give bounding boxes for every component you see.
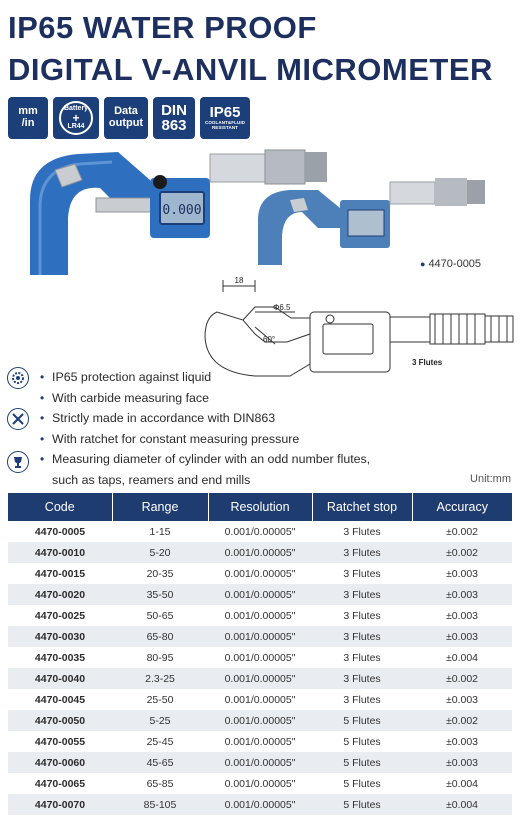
feature-item: • With carbide measuring face bbox=[40, 388, 420, 409]
cell-resolution: 0.001/0.00005" bbox=[208, 752, 312, 773]
battery-badge bbox=[53, 97, 99, 139]
cell-accuracy: ±0.002 bbox=[412, 521, 512, 542]
cell-ratchet: 5 Flutes bbox=[312, 752, 412, 773]
cell-range: 85-105 bbox=[112, 794, 208, 815]
spec-table bbox=[8, 493, 512, 815]
mm-in-badge-line1: mm bbox=[18, 105, 38, 118]
cell-ratchet: 5 Flutes bbox=[312, 794, 412, 815]
cell-accuracy: ±0.002 bbox=[412, 542, 512, 563]
cell-accuracy: ±0.003 bbox=[412, 584, 512, 605]
header-range: Range bbox=[112, 493, 208, 521]
cell-resolution: 0.001/0.00005" bbox=[208, 710, 312, 731]
cell-range: 35-50 bbox=[112, 584, 208, 605]
data-output-line2: output bbox=[108, 117, 144, 129]
cell-ratchet: 5 Flutes bbox=[312, 710, 412, 731]
table-row bbox=[8, 563, 512, 584]
cell-accuracy: ±0.002 bbox=[412, 668, 512, 689]
photo-model-code: 4470-0005 bbox=[428, 258, 482, 270]
technical-drawing bbox=[195, 272, 520, 377]
unit-label: Unit:mm bbox=[470, 473, 511, 485]
title-line-2: DIGITAL V-ANVIL MICROMETER bbox=[8, 52, 493, 87]
cell-accuracy: ±0.002 bbox=[412, 710, 512, 731]
cell-ratchet: 3 Flutes bbox=[312, 668, 412, 689]
header-accuracy: Accuracy bbox=[412, 493, 512, 521]
feature-badges bbox=[8, 97, 250, 139]
dim-diameter: Φ6.5 bbox=[273, 303, 291, 312]
table-row bbox=[8, 668, 512, 689]
table-row bbox=[8, 710, 512, 731]
table-row bbox=[8, 794, 512, 815]
svg-text:Dasqua: Dasqua bbox=[330, 253, 358, 262]
cell-code: 4470-0060 bbox=[8, 752, 112, 773]
cell-resolution: 0.001/0.00005" bbox=[208, 773, 312, 794]
table-row bbox=[8, 647, 512, 668]
din-badge-line2: 863 bbox=[161, 117, 187, 134]
feature-item: • With ratchet for constant measuring pressure bbox=[40, 429, 420, 450]
cell-range: 2.3-25 bbox=[112, 668, 208, 689]
data-output-line1: Data bbox=[114, 105, 138, 118]
ip65-badge-line1: IP65 bbox=[209, 104, 241, 122]
dim-width: 18 bbox=[234, 276, 244, 285]
cell-ratchet: 3 Flutes bbox=[312, 584, 412, 605]
cell-range: 45-65 bbox=[112, 752, 208, 773]
table-row bbox=[8, 605, 512, 626]
photo-brand: Dasqua bbox=[78, 248, 113, 259]
cell-range: 65-80 bbox=[112, 626, 208, 647]
header-code: Code bbox=[8, 493, 112, 521]
cell-accuracy: ±0.003 bbox=[412, 752, 512, 773]
cell-range: 5-20 bbox=[112, 542, 208, 563]
ip65-badge-line2: COOLANT&FLUID bbox=[204, 120, 246, 126]
ip65-badge bbox=[200, 97, 250, 139]
battery-badge-line3: LR44 bbox=[67, 123, 85, 131]
cell-range: 20-35 bbox=[112, 563, 208, 584]
mm-in-badge bbox=[8, 97, 48, 139]
cell-resolution: 0.001/0.00005" bbox=[208, 521, 312, 542]
cell-code: 4470-0050 bbox=[8, 710, 112, 731]
table-header-row bbox=[8, 493, 512, 521]
dim-angle: 60° bbox=[263, 335, 276, 344]
cell-resolution: 0.001/0.00005" bbox=[208, 542, 312, 563]
table-row bbox=[8, 731, 512, 752]
gear-icon bbox=[7, 367, 29, 389]
cell-resolution: 0.001/0.00005" bbox=[208, 668, 312, 689]
table-row bbox=[8, 752, 512, 773]
cell-ratchet: 3 Flutes bbox=[312, 689, 412, 710]
cell-resolution: 0.001/0.00005" bbox=[208, 584, 312, 605]
table-row bbox=[8, 542, 512, 563]
table-row bbox=[8, 521, 512, 542]
battery-icon bbox=[59, 101, 93, 135]
cell-ratchet: 3 Flutes bbox=[312, 605, 412, 626]
title-line-1: IP65 WATER PROOF bbox=[8, 10, 317, 45]
cell-code: 4470-0065 bbox=[8, 773, 112, 794]
cell-code: 4470-0015 bbox=[8, 563, 112, 584]
trophy-icon bbox=[7, 451, 29, 473]
cell-code: 4470-0040 bbox=[8, 668, 112, 689]
tools-icon bbox=[7, 408, 29, 430]
cell-resolution: 0.001/0.00005" bbox=[208, 794, 312, 815]
cell-range: 25-45 bbox=[112, 731, 208, 752]
feature-item: • Measuring diameter of cylinder with an odd number flutes, bbox=[40, 449, 420, 470]
cell-ratchet: 5 Flutes bbox=[312, 731, 412, 752]
din-badge-line1: DIN bbox=[161, 102, 187, 119]
cell-accuracy: ±0.003 bbox=[412, 563, 512, 584]
cell-resolution: 0.001/0.00005" bbox=[208, 626, 312, 647]
cell-ratchet: 3 Flutes bbox=[312, 563, 412, 584]
cell-accuracy: ±0.003 bbox=[412, 731, 512, 752]
table-row bbox=[8, 689, 512, 710]
cell-ratchet: 3 Flutes bbox=[312, 521, 412, 542]
cell-code: 4470-0070 bbox=[8, 794, 112, 815]
table-body bbox=[8, 521, 512, 815]
header-resolution: Resolution bbox=[208, 493, 312, 521]
cell-ratchet: 3 Flutes bbox=[312, 626, 412, 647]
mm-in-badge-line2: /in bbox=[21, 117, 35, 129]
cell-code: 4470-0030 bbox=[8, 626, 112, 647]
cell-code: 4470-0045 bbox=[8, 689, 112, 710]
cell-code: 4470-0055 bbox=[8, 731, 112, 752]
cell-accuracy: ±0.004 bbox=[412, 773, 512, 794]
battery-badge-line1: Battery bbox=[63, 105, 89, 113]
cell-accuracy: ±0.004 bbox=[412, 647, 512, 668]
cell-accuracy: ±0.003 bbox=[412, 689, 512, 710]
cell-resolution: 0.001/0.00005" bbox=[208, 563, 312, 584]
cell-accuracy: ±0.003 bbox=[412, 605, 512, 626]
cell-ratchet: 3 Flutes bbox=[312, 647, 412, 668]
cell-resolution: 0.001/0.00005" bbox=[208, 731, 312, 752]
cell-range: 1-15 bbox=[112, 521, 208, 542]
cell-code: 4470-0035 bbox=[8, 647, 112, 668]
small-micrometer-illustration bbox=[258, 178, 485, 265]
cell-resolution: 0.001/0.00005" bbox=[208, 647, 312, 668]
cell-accuracy: ±0.003 bbox=[412, 626, 512, 647]
feature-item: • Strictly made in accordance with DIN863 bbox=[40, 408, 420, 429]
photo-display-reading: 0.000 bbox=[162, 203, 202, 218]
drawing-flutes-label: 3 Flutes bbox=[412, 358, 443, 367]
cell-ratchet: 5 Flutes bbox=[312, 773, 412, 794]
cell-resolution: 0.001/0.00005" bbox=[208, 605, 312, 626]
cell-code: 4470-0005 bbox=[8, 521, 112, 542]
table-row bbox=[8, 773, 512, 794]
cell-range: 50-65 bbox=[112, 605, 208, 626]
battery-badge-line2: + bbox=[72, 110, 80, 125]
photo-model-label: ● 4470-0005 bbox=[420, 258, 482, 270]
header-ratchet-stop: Ratchet stop bbox=[312, 493, 412, 521]
cell-code: 4470-0010 bbox=[8, 542, 112, 563]
feature-list bbox=[40, 367, 420, 490]
cell-code: 4470-0025 bbox=[8, 605, 112, 626]
cell-ratchet: 3 Flutes bbox=[312, 542, 412, 563]
cell-code: 4470-0020 bbox=[8, 584, 112, 605]
cell-accuracy: ±0.004 bbox=[412, 794, 512, 815]
cell-range: 80-95 bbox=[112, 647, 208, 668]
cell-range: 25-50 bbox=[112, 689, 208, 710]
feature-item: • IP65 protection against liquid bbox=[40, 367, 420, 388]
cell-range: 65-85 bbox=[112, 773, 208, 794]
feature-item-continuation: such as taps, reamers and end mills bbox=[52, 472, 251, 487]
ip65-badge-line3: RESISTANT bbox=[211, 124, 239, 130]
cell-range: 5-25 bbox=[112, 710, 208, 731]
data-output-badge bbox=[104, 97, 148, 139]
table-row bbox=[8, 584, 512, 605]
cell-resolution: 0.001/0.00005" bbox=[208, 689, 312, 710]
micrometer-product-photo bbox=[0, 140, 521, 275]
table-row bbox=[8, 626, 512, 647]
din-badge bbox=[153, 97, 195, 139]
